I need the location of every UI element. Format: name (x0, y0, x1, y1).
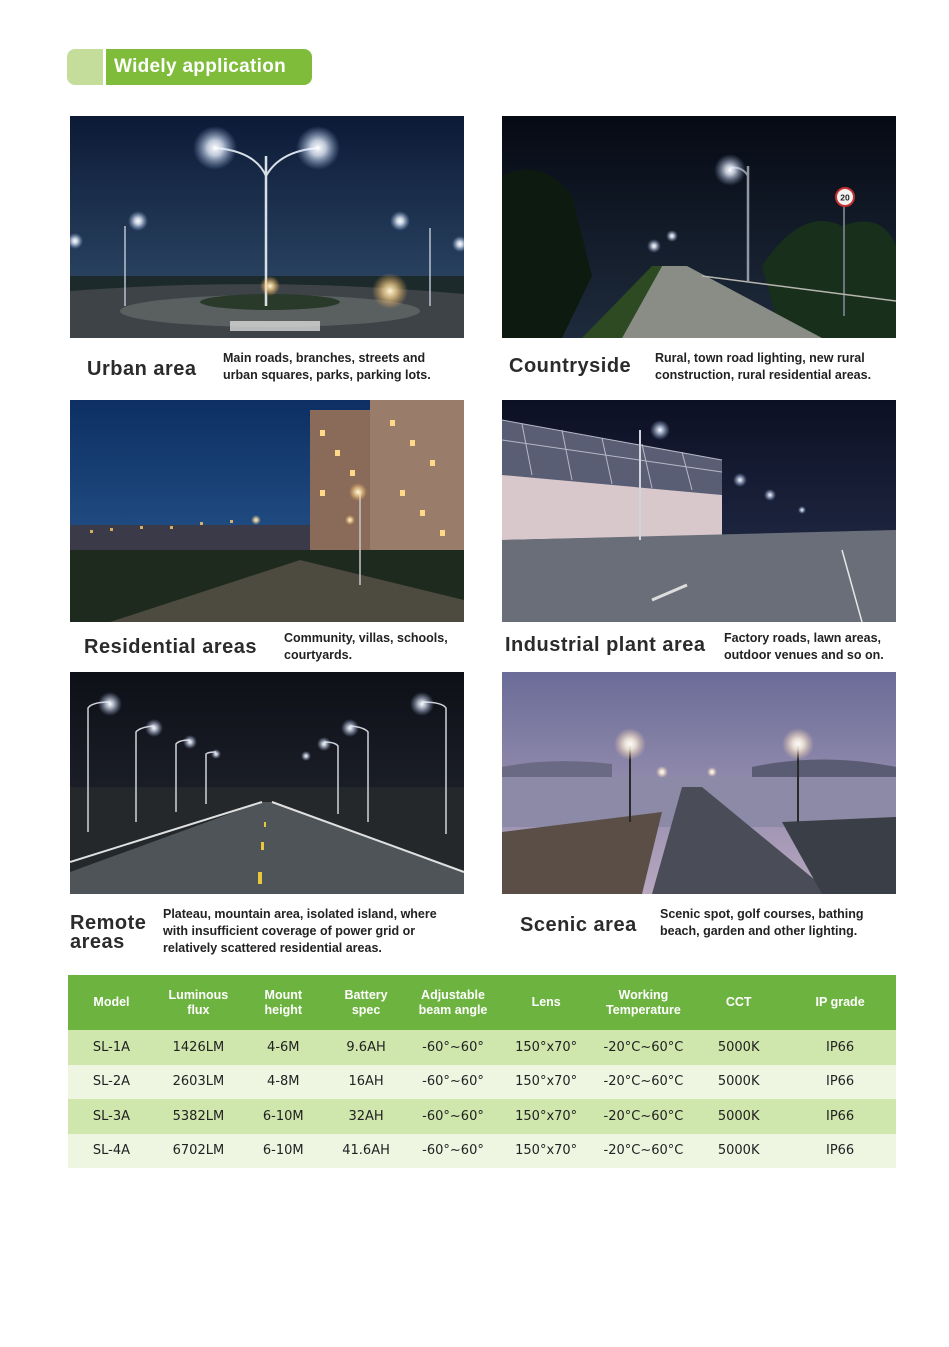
scenic-area-title: Scenic area (520, 914, 637, 936)
cell-luminous-flux: 5382LM (155, 1099, 242, 1134)
table-header-row (68, 975, 896, 1030)
cell-luminous-flux: 1426LM (155, 1030, 242, 1065)
table-row (68, 1030, 896, 1065)
th-line: height (264, 1002, 303, 1017)
remote-areas-photo (70, 672, 464, 894)
desc-line: Community, villas, schools, (284, 631, 448, 645)
residential-areas-photo (70, 400, 464, 622)
cell-battery-spec: 32AH (325, 1099, 408, 1134)
cell-working-temperature: -20°C~60°C (594, 1065, 693, 1100)
cell-battery-spec: 16AH (325, 1065, 408, 1100)
table-row (68, 1099, 896, 1134)
section-title: Widely application (106, 49, 312, 85)
th-line: Battery (344, 987, 388, 1002)
th-line: IP grade (815, 995, 865, 1009)
desc-line: urban squares, parks, parking lots. (223, 368, 431, 382)
scenic-area-photo (502, 672, 896, 894)
th-model (68, 975, 155, 1030)
th-line: Temperature (606, 1002, 681, 1017)
desc-line: outdoor venues and so on. (724, 648, 884, 662)
desc-line: construction, rural residential areas. (655, 368, 872, 382)
desc-line: Plateau, mountain area, isolated island, where (163, 907, 437, 921)
cell-cct: 5000K (693, 1099, 784, 1134)
scenic-area-desc (660, 906, 864, 940)
cell-mount-height: 4-6M (242, 1030, 325, 1065)
cell-lens: 150°x70° (499, 1030, 594, 1065)
th-line: Luminous (168, 987, 229, 1002)
cell-mount-height: 4-8M (242, 1065, 325, 1100)
desc-line: beach, garden and other lighting. (660, 924, 858, 938)
cell-ip-grade: IP66 (784, 1134, 896, 1169)
cell-beam-angle: -60°~60° (407, 1030, 498, 1065)
th-beam-angle (407, 975, 498, 1030)
desc-line: with insufficient coverage of power grid or (163, 924, 416, 938)
th-mount-height (242, 975, 325, 1030)
cell-lens: 150°x70° (499, 1134, 594, 1169)
remote-areas-title (70, 914, 146, 952)
cell-ip-grade: IP66 (784, 1030, 896, 1065)
cell-working-temperature: -20°C~60°C (594, 1030, 693, 1065)
desc-line: relatively scattered residential areas. (163, 941, 382, 955)
desc-line: Scenic spot, golf courses, bathing (660, 907, 864, 921)
countryside-desc (655, 350, 871, 384)
desc-line: Main roads, branches, streets and (223, 351, 426, 365)
th-line: Lens (531, 995, 561, 1009)
remote-areas-desc (163, 906, 437, 957)
cell-beam-angle: -60°~60° (407, 1065, 498, 1100)
th-line: Working (618, 987, 669, 1002)
cell-mount-height: 6-10M (242, 1134, 325, 1169)
speed-sign-text: 20 (840, 192, 850, 203)
cell-beam-angle: -60°~60° (407, 1099, 498, 1134)
urban-area-title: Urban area (87, 358, 197, 380)
th-luminous-flux (155, 975, 242, 1030)
cell-mount-height: 6-10M (242, 1099, 325, 1134)
th-line: CCT (725, 995, 752, 1009)
th-cct (693, 975, 784, 1030)
cell-model: SL-2A (68, 1065, 155, 1100)
cell-battery-spec: 41.6AH (325, 1134, 408, 1169)
th-line: Mount (264, 987, 303, 1002)
cell-cct: 5000K (693, 1030, 784, 1065)
desc-line: Factory roads, lawn areas, (724, 631, 882, 645)
table-row (68, 1134, 896, 1169)
industrial-plant-title: Industrial plant area (505, 634, 706, 656)
cell-beam-angle: -60°~60° (407, 1134, 498, 1169)
cell-lens: 150°x70° (499, 1099, 594, 1134)
th-battery-spec (325, 975, 408, 1030)
industrial-plant-photo (502, 400, 896, 622)
title-line: Remote (70, 912, 147, 934)
residential-areas-title: Residential areas (84, 636, 258, 658)
cell-luminous-flux: 6702LM (155, 1134, 242, 1169)
cell-model: SL-4A (68, 1134, 155, 1169)
desc-line: courtyards. (284, 648, 353, 662)
cell-ip-grade: IP66 (784, 1065, 896, 1100)
th-line: spec (351, 1002, 381, 1017)
th-line: beam angle (418, 1002, 488, 1017)
countryside-photo (502, 116, 896, 338)
industrial-plant-desc (724, 630, 884, 664)
countryside-title: Countryside (509, 355, 632, 377)
cell-battery-spec: 9.6AH (325, 1030, 408, 1065)
th-line: Adjustable (421, 987, 485, 1002)
th-ip-grade (784, 975, 896, 1030)
cell-ip-grade: IP66 (784, 1099, 896, 1134)
cell-model: SL-1A (68, 1030, 155, 1065)
th-line: Model (93, 995, 130, 1009)
residential-areas-desc (284, 630, 448, 664)
cell-model: SL-3A (68, 1099, 155, 1134)
th-lens (499, 975, 594, 1030)
th-line: flux (187, 1002, 210, 1017)
cell-lens: 150°x70° (499, 1065, 594, 1100)
cell-working-temperature: -20°C~60°C (594, 1099, 693, 1134)
urban-area-desc (223, 350, 431, 384)
title-line: areas (70, 931, 125, 953)
th-working-temperature (594, 975, 693, 1030)
cell-working-temperature: -20°C~60°C (594, 1134, 693, 1169)
urban-area-photo (70, 116, 464, 338)
table-row (68, 1065, 896, 1100)
header-accent-square (67, 49, 103, 85)
spec-table (68, 975, 896, 1168)
desc-line: Rural, town road lighting, new rural (655, 351, 865, 365)
cell-cct: 5000K (693, 1065, 784, 1100)
cell-luminous-flux: 2603LM (155, 1065, 242, 1100)
cell-cct: 5000K (693, 1134, 784, 1169)
